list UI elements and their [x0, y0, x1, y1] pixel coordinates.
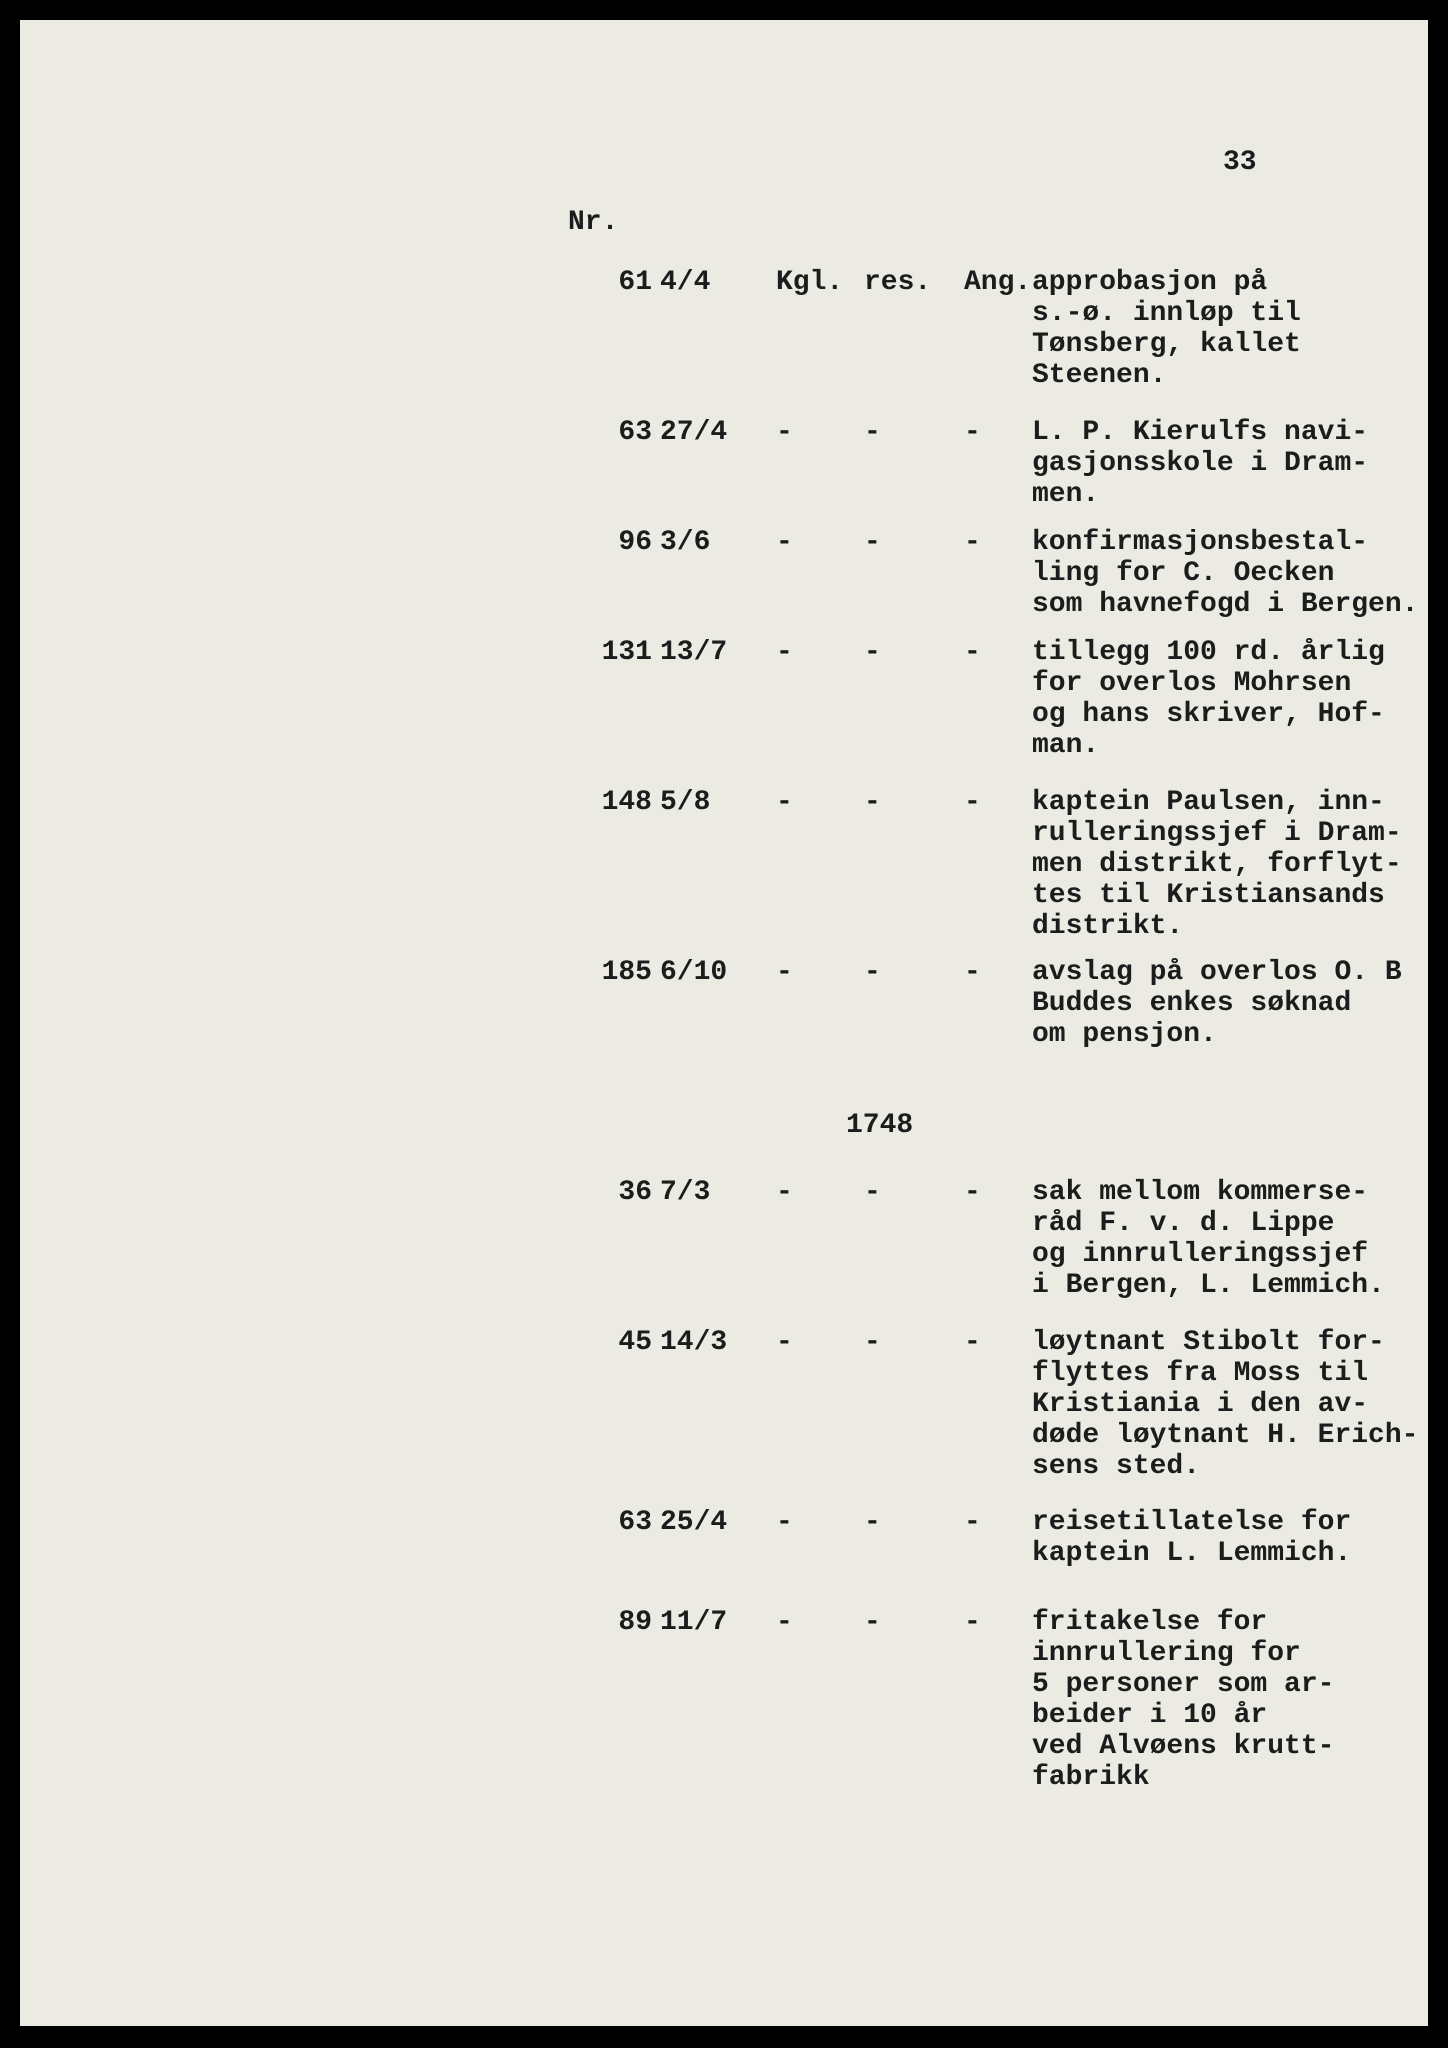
entry-col-ang: - [964, 957, 981, 988]
entry-col-kgl: - [776, 787, 793, 818]
entry-col-ang: - [964, 1607, 981, 1638]
entry-date: 13/7 [660, 637, 728, 668]
entry-date: 6/10 [660, 957, 728, 988]
entry-description: reisetillatelse for kaptein L. Lemmich. [1032, 1507, 1352, 1569]
entry-date: 7/3 [660, 1177, 711, 1208]
entry-date: 3/6 [660, 527, 711, 558]
entry-description: konfirmasjonsbestal- ling for C. Oecken som havnefogd i Bergen. [1032, 527, 1419, 620]
entry-date: 27/4 [660, 417, 728, 448]
entry-col-ang: - [964, 1327, 981, 1358]
entry-col-ang: - [964, 527, 981, 558]
entry-col-ang: Ang. [964, 267, 1032, 298]
entry-date: 11/7 [660, 1607, 728, 1638]
entry-col-ang: - [964, 1507, 981, 1538]
entry-number: 61 [618, 267, 652, 298]
entry-number: 89 [618, 1607, 652, 1638]
entry-col-kgl: - [776, 957, 793, 988]
entry-date: 5/8 [660, 787, 711, 818]
entry-col-kgl: - [776, 1177, 793, 1208]
entry-col-kgl: - [776, 417, 793, 448]
entry-description: kaptein Paulsen, inn- rulleringssjef i Dram- men distrikt, forflyt- tes til Kristiansands distrikt. [1032, 787, 1402, 942]
entry-description: tillegg 100 rd. årlig for overlos Mohrsen og hans skriver, Hof- man. [1032, 637, 1385, 761]
entry-col-kgl: - [776, 637, 793, 668]
entry-date: 25/4 [660, 1507, 728, 1538]
entry-description: L. P. Kierulfs navi- gasjonsskole i Dram- men. [1032, 417, 1369, 510]
entry-description: fritakelse for innrullering for 5 personer som ar- beider i 10 år ved Alvøens krutt- fabrikk [1032, 1607, 1335, 1793]
entry-col-res: - [864, 1327, 881, 1358]
entry-number: 36 [618, 1177, 652, 1208]
entry-col-res: - [864, 1607, 881, 1638]
entry-number: 63 [618, 1507, 652, 1538]
entry-date: 4/4 [660, 267, 711, 298]
entry-col-ang: - [964, 637, 981, 668]
page-number: 33 [1223, 147, 1257, 178]
entry-col-ang: - [964, 1177, 981, 1208]
entry-col-res: - [864, 417, 881, 448]
entry-description: sak mellom kommerse- råd F. v. d. Lippe og innrulleringssjef i Bergen, L. Lemmich. [1032, 1177, 1385, 1301]
entry-col-kgl: - [776, 1507, 793, 1538]
entry-col-ang: - [964, 417, 981, 448]
document-page [20, 20, 1428, 2026]
entry-number: 63 [618, 417, 652, 448]
entry-description: avslag på overlos O. B Buddes enkes søknad om pensjon. [1032, 957, 1402, 1050]
entry-number: 185 [601, 957, 652, 988]
entry-col-res: - [864, 787, 881, 818]
entry-col-res: - [864, 1507, 881, 1538]
entry-description: approbasjon på s.-ø. innløp til Tønsberg, kallet Steenen. [1032, 267, 1301, 391]
entry-col-kgl: - [776, 1327, 793, 1358]
entry-col-res: res. [864, 267, 932, 298]
entry-col-res: - [864, 1177, 881, 1208]
year-heading: 1748 [846, 1110, 914, 1141]
entry-number: 45 [618, 1327, 652, 1358]
entry-col-ang: - [964, 787, 981, 818]
entry-col-kgl: - [776, 527, 793, 558]
entry-number: 148 [601, 787, 652, 818]
entry-col-kgl: - [776, 1607, 793, 1638]
entry-date: 14/3 [660, 1327, 728, 1358]
entry-number: 131 [601, 637, 652, 668]
entry-number: 96 [618, 527, 652, 558]
entry-description: løytnant Stibolt for- flyttes fra Moss til Kristiania i den av- døde løytnant H. Erich- sens sted. [1032, 1327, 1419, 1482]
entry-col-res: - [864, 527, 881, 558]
entry-col-res: - [864, 637, 881, 668]
column-label-nr: Nr. [568, 207, 619, 238]
entry-col-kgl: Kgl. [776, 267, 844, 298]
entry-col-res: - [864, 957, 881, 988]
